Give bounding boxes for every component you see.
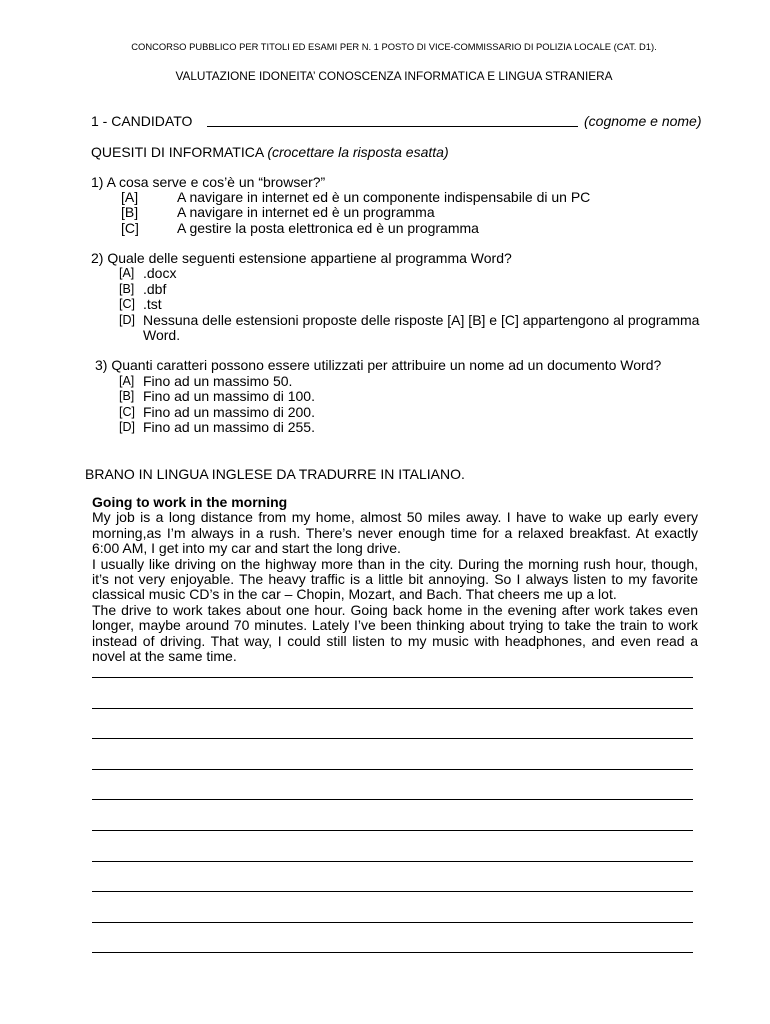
- english-section-title: BRANO IN LINGUA INGLESE DA TRADURRE IN ITALIANO.: [85, 466, 465, 482]
- option-label: [A]: [119, 373, 135, 388]
- option-label: [A]: [119, 266, 135, 281]
- english-passage: [92, 495, 698, 664]
- translation-answer-line: [92, 708, 693, 709]
- option-text: Fino ad un massimo di 100.: [143, 388, 315, 404]
- passage-line: morning,as I’m always in a rush. There’s never enough time for a relaxed breakfast. At exactly: [92, 524, 698, 541]
- translation-answer-line: [92, 891, 693, 892]
- option-label: [C]: [119, 404, 135, 419]
- candidate-name-line: [207, 126, 578, 127]
- answer-option: [0, 405, 770, 421]
- translation-answer-line: [92, 769, 693, 770]
- option-label: [B]: [119, 389, 135, 403]
- translation-answer-line: [92, 861, 693, 862]
- passage-title: Going to work in the morning: [92, 494, 288, 510]
- option-text: A gestire la posta elettronica ed è un programma: [177, 219, 479, 236]
- option-text: .docx: [143, 265, 177, 282]
- option-text: Fino ad un massimo 50.: [143, 372, 293, 389]
- answer-option: [0, 389, 770, 405]
- option-text: A navigare in internet ed è un componente indispensabile di un PC: [177, 189, 591, 206]
- option-label: [D]: [119, 312, 135, 327]
- translation-answer-line: [92, 922, 693, 923]
- question-text: 1) A cosa serve e cos’è un “browser?”: [91, 174, 326, 190]
- question-1: [0, 175, 770, 236]
- option-label: [B]: [119, 281, 135, 296]
- it-section-instruction: (crocettare la risposta esatta): [267, 144, 449, 160]
- evaluation-subtitle: VALUTAZIONE IDONEITA’ CONOSCENZA INFORMATICA E LINGUA STRANIERA: [175, 69, 613, 83]
- candidate-label: 1 - CANDIDATO: [91, 113, 193, 129]
- option-label: [B]: [121, 204, 139, 221]
- answer-option: [0, 313, 770, 344]
- option-label: [C]: [119, 297, 135, 312]
- answer-option: [0, 221, 770, 236]
- passage-line: The drive to work takes about one hour. Going back home in the evening after work takes even: [92, 601, 698, 618]
- answer-option: [0, 374, 770, 390]
- option-text: A navigare in internet ed è un programma: [177, 204, 435, 221]
- option-text: Fino ad un massimo di 200.: [143, 403, 315, 420]
- translation-answer-line: [92, 952, 693, 953]
- translation-answer-line: [92, 738, 693, 739]
- question-2: [0, 251, 770, 343]
- question-text: 2) Quale delle seguenti estensione appartiene al programma Word?: [91, 250, 512, 266]
- contest-title: CONCORSO PUBBLICO PER TITOLI ED ESAMI PER N. 1 POSTO DI VICE-COMMISSARIO DI POLIZIA LOCALE (CAT. D1).: [131, 41, 657, 52]
- question-text: 3) Quanti caratteri possono essere utilizzati per attribuire un nome ad un documento Word?: [95, 357, 662, 373]
- option-label: [C]: [121, 219, 139, 236]
- option-text: Nessuna delle estensioni proposte delle risposte [A] [B] e [C] appartengono al programma Word.: [143, 311, 700, 343]
- option-text: Fino ad un massimo di 255.: [143, 419, 315, 435]
- passage-line: novel at the same time.: [92, 648, 237, 665]
- answer-option: [0, 266, 770, 281]
- it-section-heading: [91, 144, 449, 160]
- translation-answer-line: [92, 677, 693, 678]
- passage-line: classical music CD’s in the car – Chopin, Mozart, and Bach. That cheers me up a lot.: [92, 586, 617, 603]
- answer-option: [0, 190, 770, 205]
- it-section-title: QUESITI DI INFORMATICA: [91, 144, 264, 160]
- passage-line: I usually like driving on the highway more than in the city. During the morning rush hour, though,: [92, 555, 698, 572]
- passage-line: My job is a long distance from my home, almost 50 miles away. I have to wake up early every: [92, 509, 698, 526]
- answer-option: [0, 205, 770, 220]
- passage-line: 6:00 AM, I get into my car and start the long drive.: [92, 540, 401, 557]
- passage-line: it’s not very enjoyable. The heavy traffic is a little bit annoying. So I always listen to my favorite: [92, 571, 698, 588]
- answer-option: [0, 420, 770, 436]
- translation-answer-line: [92, 799, 693, 800]
- option-text: .tst: [143, 296, 162, 313]
- option-label: [D]: [119, 420, 135, 434]
- passage-line: longer, maybe around 70 minutes. Lately I’ve been thinking about trying to take the train to work: [92, 617, 698, 634]
- answer-option: [0, 297, 770, 312]
- candidate-name-hint: (cognome e nome): [584, 113, 702, 129]
- option-label: [A]: [121, 189, 139, 206]
- translation-answer-line: [92, 830, 693, 831]
- question-3: [0, 358, 770, 436]
- option-text: .dbf: [143, 280, 167, 297]
- passage-line: instead of driving. That way, I could still listen to my music with headphones, and even read a: [92, 632, 698, 649]
- answer-option: [0, 282, 770, 297]
